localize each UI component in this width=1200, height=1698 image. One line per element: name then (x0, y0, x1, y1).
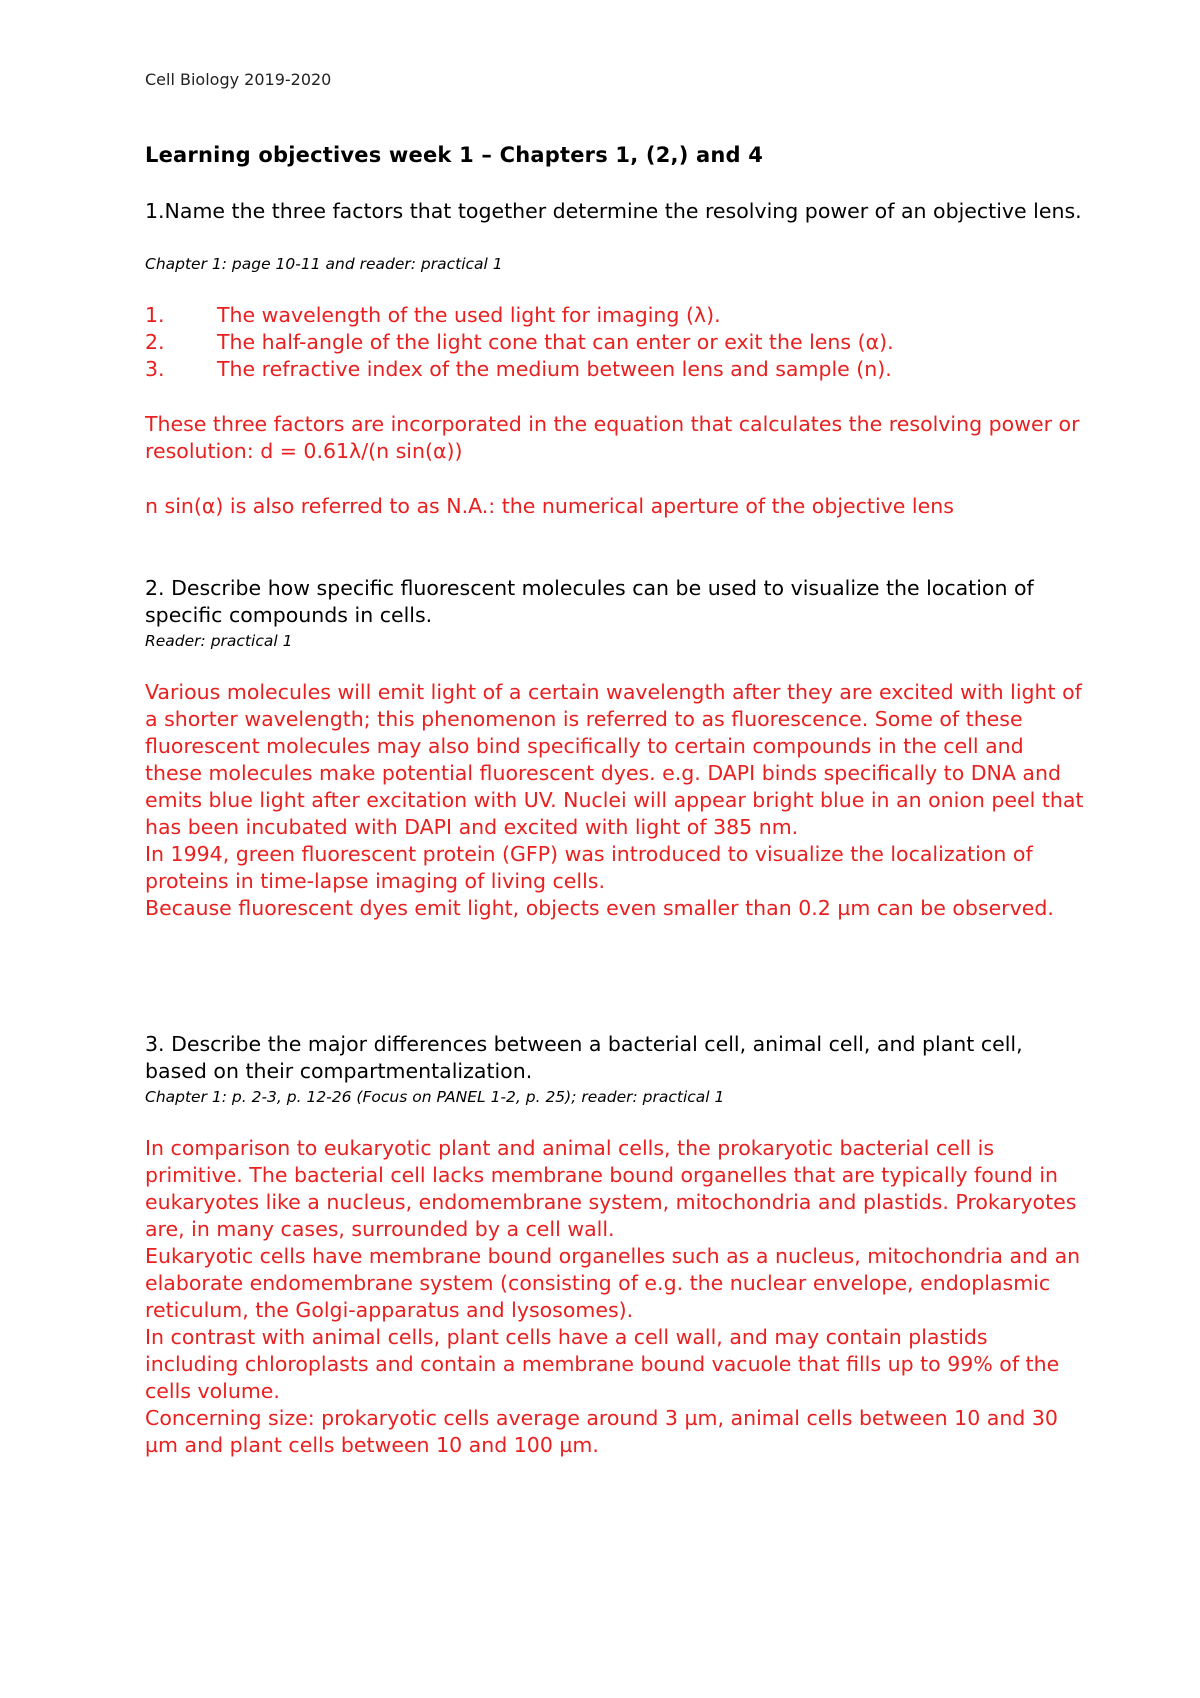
question-2: 2. Describe how specific fluorescent molecules can be used to visualize the location of specific compounds in cells. (145, 576, 1034, 627)
item-text: The wavelength of the used light for imaging (λ). (217, 303, 721, 327)
answer-1-paragraph-2 (145, 493, 1085, 520)
item-number: 3. (145, 357, 165, 381)
answer-text: n sin(α) is also referred to as N.A.: the numerical aperture of the objective lens (145, 494, 954, 518)
answer-text: These three factors are incorporated in the equation that calculates the resolving power or resolution: d = 0.61λ/(n sin(α)) (145, 412, 1080, 463)
answer-2 (145, 679, 1085, 922)
page-header: Cell Biology 2019-2020 (145, 70, 332, 89)
answer-text: Various molecules will emit light of a certain wavelength after they are excited with light of a shorter wavelength; this phenomenon is referred to as fluorescence. Some of these fluorescent molecules may also bind specifically to certain compounds in the cell and these molecules make potential fluorescent dyes. e.g. DAPI binds specifically to DNA and emits blue light after excitation with UV. Nuclei will appear bright blue in an onion peel that has been incubated with DAPI and excited with light of 385 nm. (145, 680, 1084, 839)
question-3: 3. Describe the major differences between a bacterial cell, animal cell, and plant cell, based on their compartmentalization. (145, 1032, 1023, 1083)
question-2-reference: Reader: practical 1 (145, 632, 293, 650)
answer-1-item-3 (145, 356, 892, 383)
question-3-reference: Chapter 1: p. 2-3, p. 12-26 (Focus on PANEL 1-2, p. 25); reader: practical 1 (145, 1088, 725, 1106)
item-text: The half-angle of the light cone that can enter or exit the lens (α). (217, 330, 894, 354)
item-number: 1. (145, 303, 165, 327)
answer-text: In 1994, green fluorescent protein (GFP) was introduced to visualize the localization of proteins in time-lapse imaging of living cells. (145, 842, 1033, 893)
answer-text: Because fluorescent dyes emit light, objects even smaller than 0.2 µm can be observed. (145, 896, 1054, 920)
question-1-reference: Chapter 1: page 10-11 and reader: practical 1 (145, 255, 503, 273)
answer-text: Eukaryotic cells have membrane bound organelles such as a nucleus, mitochondria and an elaborate endomembrane system (consisting of e.g. the nuclear envelope, endoplasmic reticulum, the Golgi-apparatus and lysosomes). (145, 1244, 1081, 1322)
item-text: The refractive index of the medium between lens and sample (n). (217, 357, 892, 381)
page-title: Learning objectives week 1 – Chapters 1, (2,) and 4 (145, 143, 764, 167)
question-1: 1.Name the three factors that together determine the resolving power of an objective lens. (145, 199, 1082, 223)
answer-1-paragraph-1 (145, 411, 1085, 465)
answer-1-item-2 (145, 329, 894, 356)
answer-3 (145, 1135, 1085, 1459)
answer-text: Concerning size: prokaryotic cells average around 3 µm, animal cells between 10 and 30 µm and plant cells between 10 and 100 µm. (145, 1406, 1058, 1457)
answer-text: In contrast with animal cells, plant cells have a cell wall, and may contain plastids including chloroplasts and contain a membrane bound vacuole that fills up to 99% of the cells volume. (145, 1325, 1060, 1403)
answer-text: In comparison to eukaryotic plant and animal cells, the prokaryotic bacterial cell is primitive. The bacterial cell lacks membrane bound organelles that are typically found in eukaryotes like a nucleus, endomembrane system, mitochondria and plastids. Prokaryotes are, in many cases, surrounded by a cell wall. (145, 1136, 1077, 1241)
item-number: 2. (145, 330, 165, 354)
answer-1-item-1 (145, 302, 721, 329)
